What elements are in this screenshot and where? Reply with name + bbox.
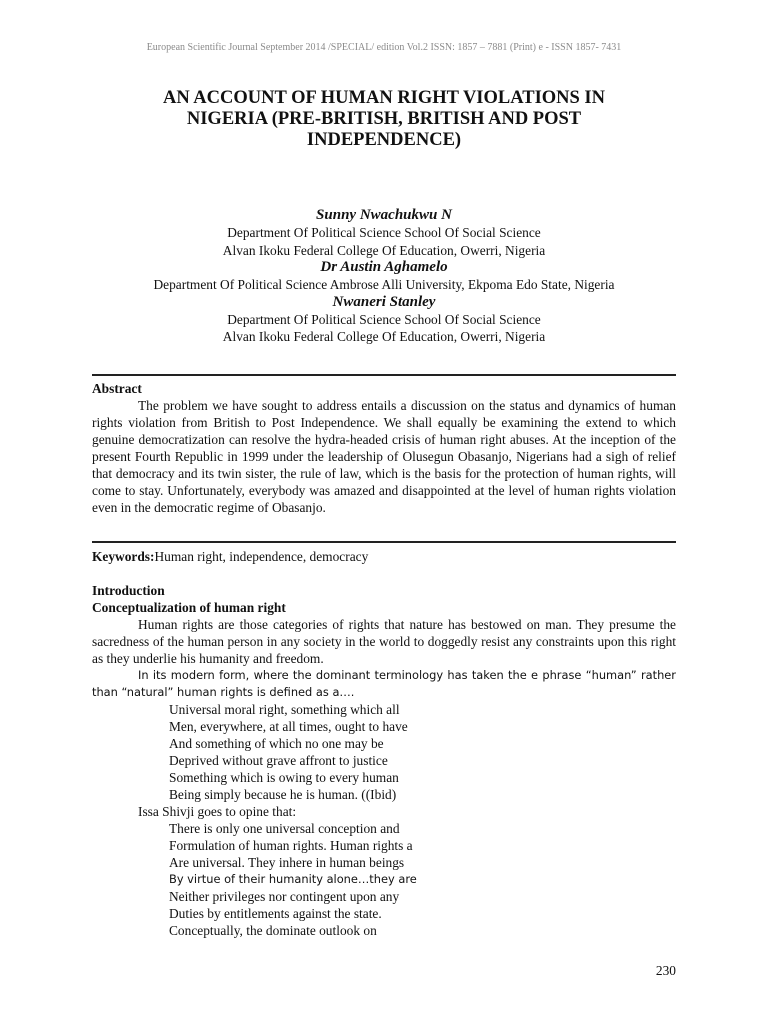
quote-line: Something which is owing to every human — [169, 770, 399, 785]
abstract-bottom-rule — [92, 541, 676, 543]
author-affiliation: Department Of Political Science School Of Social Science — [227, 225, 541, 240]
subsection-heading: Conceptualization of human right — [92, 600, 286, 615]
quote-line: Are universal. They inhere in human beings — [169, 855, 405, 870]
abstract-top-rule — [92, 374, 676, 376]
title-line: INDEPENDENCE) — [306, 130, 462, 150]
author-affiliation: Alvan Ikoku Federal College Of Education, Owerri, Nigeria — [222, 242, 546, 258]
title-line: AN ACCOUNT OF HUMAN RIGHT VIOLATIONS IN — [162, 88, 605, 108]
body-paragraph: Human rights are those categories of rights that nature has bestowed on man. They presume the sacredness of the human person in any society in the world to doggedly resist any constraints upon this right as they underlie his humanity and freedom. — [92, 617, 676, 666]
quote-line: And something of which no one may be — [169, 736, 384, 751]
quote-line: Men, everywhere, at all times, ought to have — [169, 719, 408, 734]
abstract-text: The problem we have sought to address entails a discussion on the status and dynamics of human rights violation from British to Post Independence. We shall equally be examining the extend to which genuine democratization can resolve the hydra-headed crisis of human right abuses. At the inception of the present Fourth Republic in 1999 under the leadership of Olusegun Obasanjo, Nigerians had a sigh of relief that democracy and its twin sister, the rule of law, which is the basis for the protection of human rights, will come to stay. Unfortunately, everybody was amazed and disappointed at the level of human rights violation even in the democratic regime of Obasanjo. — [92, 398, 676, 515]
section-heading: Introduction — [92, 583, 165, 598]
page-number: 230 — [655, 963, 676, 978]
running-header: European Scientific Journal September 2014 /SPECIAL/ edition Vol.2 ISSN: 1857 – 7881 (Print) e - ISSN 1857- 7431 — [146, 42, 622, 53]
author-affiliation: Department Of Political Science School Of Social Science — [227, 311, 541, 327]
quote-line: Deprived without grave affront to justice — [169, 753, 388, 768]
keywords-text: Human right, independence, democracy — [154, 549, 369, 564]
author-name: Nwaneri Stanley — [332, 293, 436, 310]
quote-line: Duties by entitlements against the state. — [169, 906, 382, 921]
keywords-label: Keywords: — [92, 549, 155, 564]
block-quote — [92, 701, 676, 803]
title-line: NIGERIA (PRE-BRITISH, BRITISH AND POST — [186, 109, 582, 129]
paper-title — [92, 88, 676, 151]
abstract-section — [92, 380, 676, 516]
author-affiliation: Alvan Ikoku Federal College Of Education, Owerri, Nigeria — [222, 329, 546, 345]
quote-line: By virtue of their humanity alone…they are — [169, 872, 417, 886]
block-quote — [92, 820, 676, 939]
keywords-line — [92, 548, 676, 565]
quote-line: Neither privileges nor contingent upon any — [169, 889, 400, 904]
quote-line: Being simply because he is human. ((Ibid) — [169, 787, 397, 802]
quote-line: There is only one universal conception and — [169, 821, 400, 836]
author-name: Sunny Nwachukwu N — [316, 207, 452, 223]
quote-line: Conceptually, the dominate outlook on — [169, 923, 377, 938]
body-paragraph: In its modern form, where the dominant terminology has taken the e phrase “human” rather than “natural” human rights is defined as a…. — [92, 668, 676, 699]
author-name: Dr Austin Aghamelo — [320, 259, 448, 276]
author-block — [92, 207, 676, 346]
quote-line: Universal moral right, something which all — [169, 702, 400, 717]
introduction-section — [92, 582, 676, 939]
quote-line: Formulation of human rights. Human rights a — [169, 838, 413, 853]
abstract-heading: Abstract — [92, 381, 142, 396]
author-affiliation: Department Of Political Science Ambrose Alli University, Ekpoma Edo State, Nigeria — [153, 277, 615, 293]
quote-lead: Issa Shivji goes to opine that: — [138, 804, 297, 819]
